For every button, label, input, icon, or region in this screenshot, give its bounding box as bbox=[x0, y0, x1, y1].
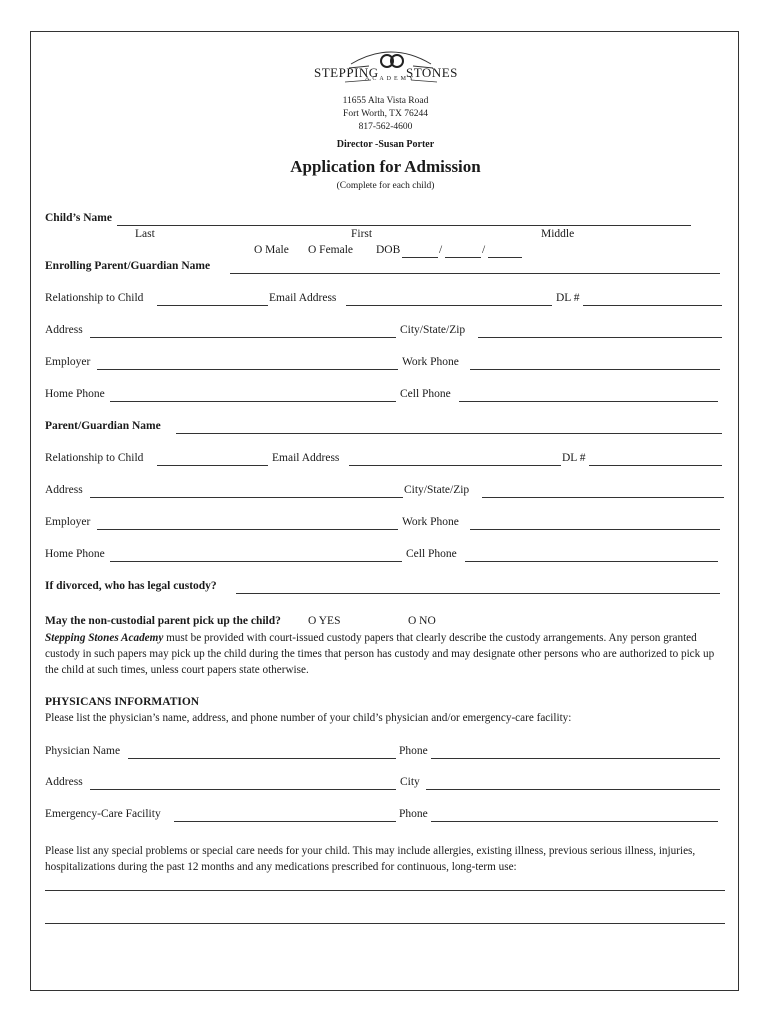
special-needs-line-1[interactable] bbox=[45, 890, 725, 891]
home-phone-label: Home Phone bbox=[45, 548, 105, 560]
dob-separator: / bbox=[482, 244, 486, 256]
pickup-question: May the non-custodial parent pick up the child? bbox=[45, 615, 281, 627]
employer-label: Employer bbox=[45, 356, 91, 368]
female-option[interactable]: O Female bbox=[308, 244, 354, 256]
email-field[interactable] bbox=[349, 465, 561, 466]
relationship-field[interactable] bbox=[157, 305, 268, 306]
emergency-facility-field[interactable] bbox=[174, 821, 396, 822]
employer-label: Employer bbox=[45, 516, 91, 528]
phone-number: 817-562-4600 bbox=[358, 122, 413, 132]
enrolling-parent-label: Enrolling Parent/Guardian Name bbox=[45, 260, 211, 272]
physicians-heading: PHYSICANS INFORMATION bbox=[45, 696, 200, 708]
email-label: Email Address bbox=[272, 452, 340, 464]
home-phone-label: Home Phone bbox=[45, 388, 105, 400]
logo-subtext: ACADEMY bbox=[365, 76, 417, 82]
dl-field[interactable] bbox=[583, 305, 722, 306]
employer-field[interactable] bbox=[97, 369, 398, 370]
dob-year-field[interactable] bbox=[488, 257, 522, 258]
address-label: Address bbox=[45, 324, 83, 336]
school-name: Stepping Stones Academy bbox=[45, 632, 164, 644]
cell-phone-label: Cell Phone bbox=[406, 548, 457, 560]
emergency-facility-label: Emergency-Care Facility bbox=[45, 808, 161, 820]
middle-name-caption: Middle bbox=[541, 228, 575, 240]
director: Director -Susan Porter bbox=[336, 139, 435, 150]
physician-city-label: City bbox=[400, 776, 420, 788]
last-name-caption: Last bbox=[135, 228, 155, 240]
special-needs-instructions: Please list any special problems or special care needs for your child. This may include allergies, existing illness, previous serious illness, injuries, hospitalizations during the past 12 months and any medications prescribed for continuous, long-term use: bbox=[45, 845, 696, 873]
dob-separator: / bbox=[439, 244, 443, 256]
home-phone-field[interactable] bbox=[110, 561, 402, 562]
address-field[interactable] bbox=[90, 497, 403, 498]
legal-custody-field[interactable] bbox=[236, 593, 720, 594]
custody-note-text: must be provided with court-issued custody papers that clearly describe the custody arrangements. Any person granted custody in such papers may pick up the child during the times that person has custody and may designate other persons who are authorized to pick up the child at such times, unless court papers state otherwise. bbox=[45, 632, 715, 676]
physician-name-field[interactable] bbox=[128, 758, 396, 759]
facility-phone-label: Phone bbox=[399, 808, 428, 820]
physicians-instructions: Please list the physician’s name, address, and phone number of your child’s physician and/or emergency-care facility: bbox=[45, 712, 572, 724]
physician-phone-label: Phone bbox=[399, 745, 428, 757]
child-name-field[interactable] bbox=[117, 225, 691, 226]
cell-phone-field[interactable] bbox=[465, 561, 718, 562]
work-phone-label: Work Phone bbox=[402, 356, 459, 368]
logo-text-left: STEPPING bbox=[314, 65, 379, 80]
form-subtitle: (Complete for each child) bbox=[336, 181, 435, 191]
address-line2: Fort Worth, TX 76244 bbox=[343, 109, 428, 119]
dl-label: DL # bbox=[556, 292, 580, 304]
home-phone-field[interactable] bbox=[110, 401, 396, 402]
parent-guardian-label: Parent/Guardian Name bbox=[45, 420, 161, 432]
male-option[interactable]: O Male bbox=[254, 244, 289, 256]
city-label: City/State/Zip bbox=[404, 484, 470, 496]
city-label: City/State/Zip bbox=[400, 324, 466, 336]
dl-label: DL # bbox=[562, 452, 586, 464]
dob-day-field[interactable] bbox=[445, 257, 481, 258]
work-phone-field[interactable] bbox=[470, 529, 720, 530]
address-field[interactable] bbox=[90, 337, 396, 338]
application-form bbox=[30, 31, 739, 991]
relationship-label: Relationship to Child bbox=[45, 292, 144, 304]
work-phone-field[interactable] bbox=[470, 369, 720, 370]
city-field[interactable] bbox=[478, 337, 722, 338]
form-title: Application for Admission bbox=[290, 157, 481, 176]
enrolling-parent-field[interactable] bbox=[230, 273, 720, 274]
pickup-no-option[interactable]: O NO bbox=[408, 615, 436, 627]
cell-phone-field[interactable] bbox=[459, 401, 718, 402]
employer-field[interactable] bbox=[97, 529, 398, 530]
work-phone-label: Work Phone bbox=[402, 516, 459, 528]
special-needs-line-2[interactable] bbox=[45, 923, 725, 924]
legal-custody-label: If divorced, who has legal custody? bbox=[45, 580, 217, 592]
address-label: Address bbox=[45, 484, 83, 496]
child-name-label: Child’s Name bbox=[45, 212, 112, 224]
physician-city-field[interactable] bbox=[426, 789, 720, 790]
physician-address-field[interactable] bbox=[90, 789, 396, 790]
address-line1: 11655 Alta Vista Road bbox=[342, 96, 429, 106]
email-label: Email Address bbox=[269, 292, 337, 304]
parent-guardian-field[interactable] bbox=[176, 433, 722, 434]
city-field[interactable] bbox=[482, 497, 724, 498]
logo-text-right: STONES bbox=[406, 65, 458, 80]
relationship-field[interactable] bbox=[157, 465, 268, 466]
first-name-caption: First bbox=[351, 228, 373, 240]
pickup-yes-option[interactable]: O YES bbox=[308, 615, 341, 627]
relationship-label: Relationship to Child bbox=[45, 452, 144, 464]
custody-note bbox=[45, 630, 726, 678]
dob-label: DOB bbox=[376, 244, 401, 256]
email-field[interactable] bbox=[346, 305, 552, 306]
dl-field[interactable] bbox=[589, 465, 722, 466]
facility-phone-field[interactable] bbox=[431, 821, 718, 822]
dob-month-field[interactable] bbox=[402, 257, 438, 258]
cell-phone-label: Cell Phone bbox=[400, 388, 451, 400]
physician-address-label: Address bbox=[45, 776, 83, 788]
physician-name-label: Physician Name bbox=[45, 745, 121, 757]
physician-phone-field[interactable] bbox=[431, 758, 720, 759]
